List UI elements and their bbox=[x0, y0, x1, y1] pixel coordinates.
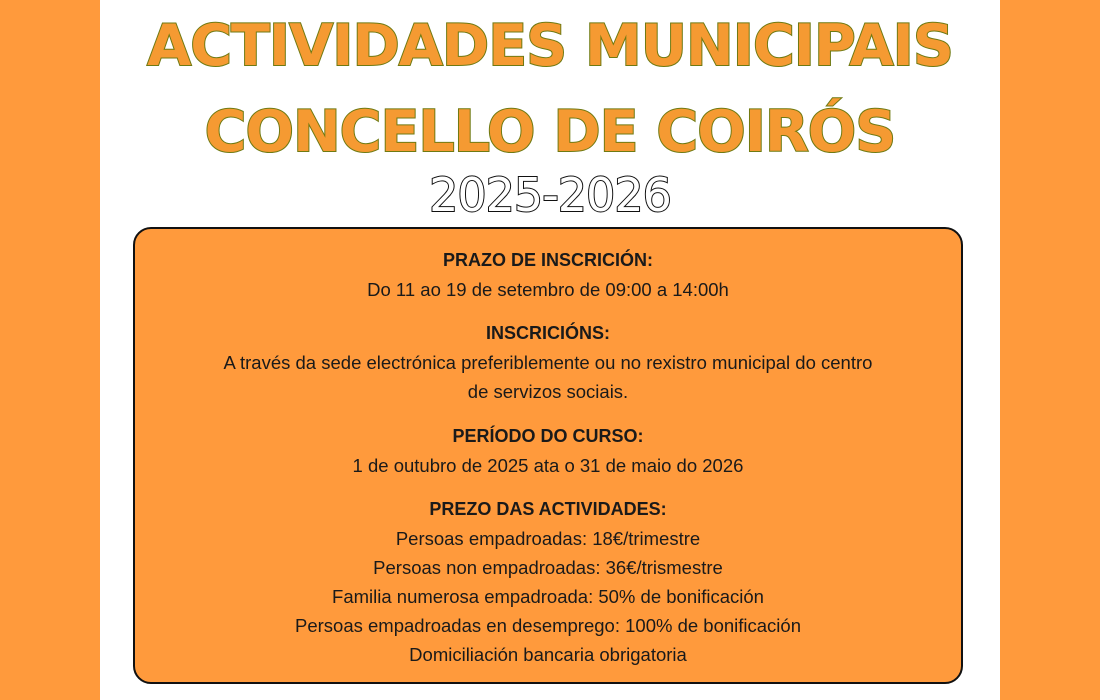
price-line: Domiciliación bancaria obrigatoria bbox=[409, 644, 687, 665]
poster-title-line2: CONCELLO DE COIRÓS bbox=[204, 99, 896, 165]
registration-period-section bbox=[135, 246, 961, 304]
course-period-heading: PERÍODO DO CURSO: bbox=[452, 426, 644, 446]
poster-page bbox=[100, 0, 1000, 700]
registration-period-text: Do 11 ao 19 de setembro de 09:00 a 14:00h bbox=[367, 279, 729, 300]
prices-section bbox=[135, 495, 961, 669]
info-box bbox=[133, 227, 963, 684]
price-line: Persoas empadroadas en desemprego: 100% de bonificación bbox=[295, 615, 801, 636]
poster-title-line1: ACTIVIDADES MUNICIPAIS bbox=[147, 13, 953, 79]
registration-period-heading: PRAZO DE INSCRICIÓN: bbox=[442, 250, 653, 270]
price-line: Familia numerosa empadroada: 50% de bonificación bbox=[332, 586, 764, 607]
prices-heading: PREZO DAS ACTIVIDADES: bbox=[429, 499, 667, 519]
school-year: 2025-2026 bbox=[429, 168, 671, 222]
registrations-section bbox=[135, 319, 961, 406]
registrations-text-line2: de servizos sociais. bbox=[467, 381, 629, 402]
registrations-text-line1: A través da sede electrónica preferiblemente ou no rexistro municipal do centro bbox=[223, 352, 873, 373]
price-line: Persoas empadroadas: 18€/trimestre bbox=[395, 528, 701, 549]
price-line: Persoas non empadroadas: 36€/trismestre bbox=[373, 557, 723, 578]
course-period-section bbox=[135, 422, 961, 480]
registrations-heading: INSCRICIÓNS: bbox=[485, 323, 610, 343]
course-period-text: 1 de outubro de 2025 ata o 31 de maio do 2026 bbox=[352, 455, 744, 476]
